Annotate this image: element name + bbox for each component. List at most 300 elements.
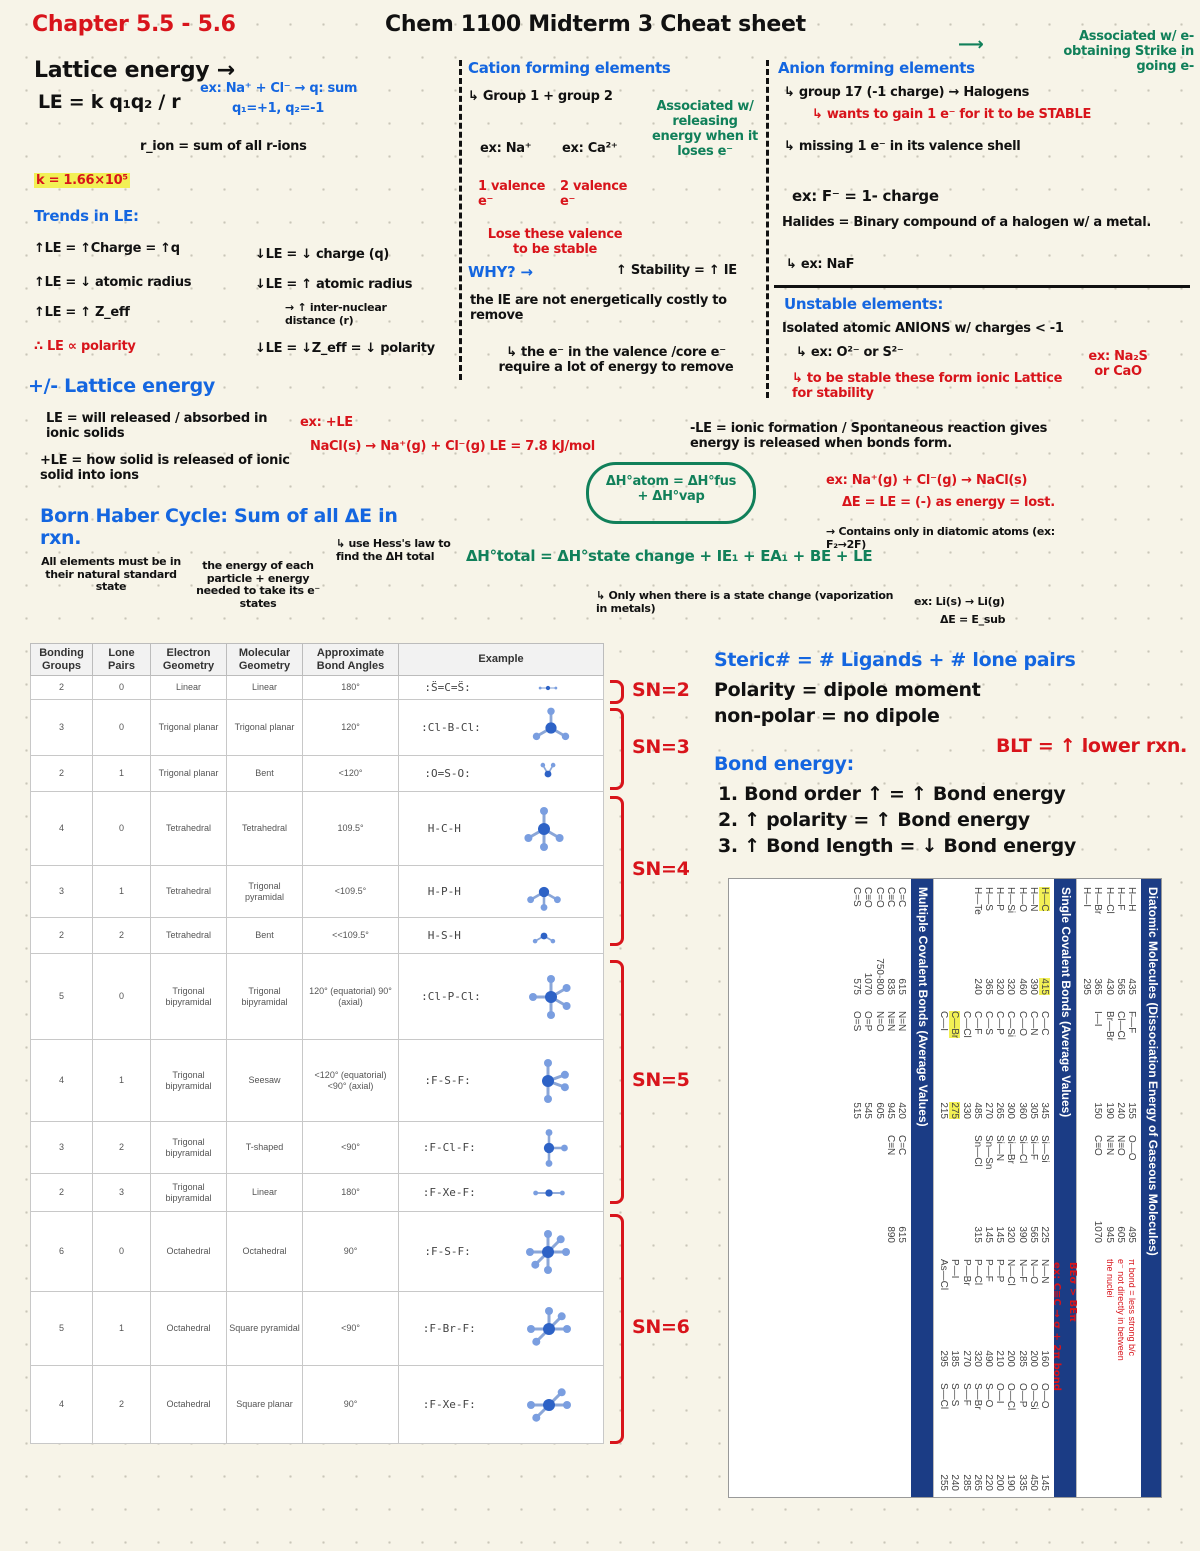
lewis-structure: :F-Xe-F: [422,1186,476,1200]
bond-label: S—Cl [938,1383,950,1410]
bond-value: 270 [960,1350,972,1367]
bond-row [960,1383,971,1491]
diatomic-block [1076,879,1141,1498]
bond-row [949,1383,960,1491]
bond-item-3: 3. ↑ Bond length = ↓ Bond energy [718,835,1077,857]
bond-value: 460 [1016,978,1028,995]
lewis-structure: :F-Cl-F: [422,1141,476,1155]
bond-label: S—Br [971,1383,983,1410]
bond-label: N=N [895,1011,907,1032]
cation-groups: ↳ Group 1 + group 2 [468,89,613,104]
unstable-line: Isolated atomic ANIONS w/ charges < -1 [782,321,1064,336]
bond-angles-cell: <109.5° [303,866,399,918]
cation-ex2: ex: Ca²⁺ [562,141,618,156]
neg-le-ex: ex: Na⁺(g) + Cl⁻(g) → NaCl(s) [826,473,1028,488]
bond-label: O—P [1016,1383,1028,1408]
bond-value: 945 [884,1102,896,1119]
bond-row [1039,1135,1050,1243]
bond-value: 605 [873,1102,885,1119]
bond-angles-cell: 120° (equatorial) 90° (axial) [303,954,399,1040]
bond-row [885,1011,896,1119]
bond-label: H—S [982,887,994,911]
pm-ex-eq: NaCl(s) → Na⁺(g) + Cl⁻(g) LE = 7.8 kJ/mol [310,439,595,454]
bond-row [1103,887,1114,995]
neg-le-note: ΔE = LE = (-) as energy = lost. [842,495,1055,510]
pm-ex-label: ex: +LE [300,415,353,430]
molecular-geometry-cell: Square planar [227,1366,303,1444]
example-cell [399,954,604,1040]
bond-row [994,1011,1005,1119]
example-cell [399,1366,604,1444]
table-row [31,676,604,700]
bonding-groups-cell: 2 [31,756,93,792]
bond-angles-cell: <120° [303,756,399,792]
divider-horizontal [774,285,1190,288]
bond-row [896,1011,907,1119]
molecular-geometry-cell: Trigonal bipyramidal [227,954,303,1040]
bond-row [938,1259,949,1367]
electron-geometry-cell: Trigonal bipyramidal [151,954,227,1040]
lewis-structure: H-S-H [427,929,461,943]
bond-value: 565 [1027,1226,1039,1243]
bond-value: 240 [1114,1102,1126,1119]
bond-label: Sn—Cl [971,1135,983,1167]
bond-label: H—O [1016,887,1028,912]
bond-row [873,887,884,995]
unstable-title: Unstable elements: [784,295,944,313]
sn-label: SN=2 [632,679,690,701]
bond-label: F—F [1126,1011,1137,1034]
lone-pairs-cell: 2 [93,1122,151,1174]
bh-state-note: ↳ Only when there is a state change (vaporization in metals) [596,589,894,615]
bond-value: 145 [994,1226,1006,1243]
lone-pairs-cell: 0 [93,1212,151,1292]
bond-column [938,879,1050,1003]
example-cell [399,1122,604,1174]
bond-label: Cl—Cl [1114,1011,1126,1040]
steric-line1: Steric# = # Ligands + # lone pairs [714,649,1076,671]
bond-label: N≡O [1114,1135,1126,1156]
table-row [31,1292,604,1366]
bond-row [1103,1011,1114,1119]
molecular-geometry-cell: Octahedral [227,1212,303,1292]
bond-value: 320 [994,978,1006,995]
electron-geometry-cell: Tetrahedral [151,792,227,866]
bond-label: H—F [1114,887,1126,911]
table-row [31,700,604,756]
bond-value: 160 [1038,1350,1050,1367]
bond-value: 330 [960,1102,972,1119]
bond-column [1081,1127,1137,1251]
unstable-ex: ↳ ex: O²⁻ or S²⁻ [796,345,904,360]
note-pi-ex: ex: C≡C [1051,1262,1062,1306]
sn-bracket [610,708,624,790]
bond-value: 365 [1092,978,1104,995]
top-right-note: Associated w/ e- obtaining Strike in going e- [1063,29,1194,74]
bond-label: H—Te [971,887,983,915]
bond-label: C=O [873,887,885,908]
bond-row [1028,887,1039,995]
bond-value: 200 [994,1474,1006,1491]
bond-column [938,1375,1050,1498]
bond-label: N≡N [1103,1135,1115,1156]
bond-column [1081,1003,1137,1127]
bond-value: 155 [1126,1102,1137,1119]
example-cell [399,1212,604,1292]
diatomic-title: Diatomic Molecules (Dissociation Energy of Gaseous Molecules) [1141,879,1162,1498]
pm-lattice-title: +/- Lattice energy [28,375,215,397]
bond-label: P—Br [960,1259,972,1286]
molecule-model-icon [518,758,578,790]
bond-value: 265 [971,1474,983,1491]
bond-value: 450 [1027,1474,1039,1491]
bond-row [862,887,873,995]
bond-column [1081,879,1137,1003]
single-title: Single Covalent Bonds (Average Values) [1054,879,1076,1498]
bond-label: S—O [982,1383,994,1408]
bond-row [1016,887,1027,995]
sn-label: SN=3 [632,736,690,758]
cation-green-note: Associated w/ releasing energy when it loses e⁻ [652,99,758,159]
table-row [31,1366,604,1444]
bond-column [851,1003,907,1127]
bond-row [983,1259,994,1367]
bond-value: 545 [862,1102,874,1119]
bond-row [1005,1259,1016,1367]
bond-row [1005,1011,1016,1119]
bond-value: 390 [1027,978,1039,995]
sn-bracket [610,960,624,1204]
bond-row [1005,1383,1016,1491]
example-cell [399,1040,604,1122]
halides-ex: ↳ ex: NaF [786,257,855,272]
bond-column [851,879,907,1003]
bond-row [896,887,907,995]
pi-note: π bond = less strong b/c e⁻ not directly in between the nuclei [1104,1259,1137,1361]
molecule-model-icon [518,1053,578,1109]
col-bond-angles: Approximate Bond Angles [303,644,399,676]
sn-label: SN=5 [632,1069,690,1091]
lone-pairs-cell: 2 [93,918,151,954]
lewis-structure: :F-Xe-F: [422,1398,476,1412]
bond-value: 420 [895,1102,907,1119]
multiple-title: Multiple Covalent Bonds (Average Values) [911,879,933,1498]
table-row [31,756,604,792]
bond-row [938,1383,949,1491]
bond-label: Si—F [1027,1135,1039,1160]
bonding-groups-cell: 4 [31,792,93,866]
bond-value: 490 [982,1350,994,1367]
why-note: ↑ Stability = ↑ IE [616,263,737,278]
lattice-title: Lattice energy → [34,58,235,83]
bond-angles-cell: 180° [303,1174,399,1212]
bond-item-2: 2. ↑ polarity = ↑ Bond energy [718,809,1030,831]
molecule-model-icon [518,678,578,698]
bond-label: H—I [1081,887,1093,907]
electron-geometry-cell: Tetrahedral [151,866,227,918]
bond-value: 1070 [1092,1220,1104,1243]
col-example: Example [399,644,604,676]
bond-row [972,1135,983,1243]
bond-label: C=C [895,1135,907,1156]
example-cell [399,700,604,756]
bond-label: S—F [960,1383,972,1406]
molecular-geometry-cell: Seesaw [227,1040,303,1122]
electron-geometry-cell: Trigonal planar [151,700,227,756]
lone-pairs-cell: 0 [93,792,151,866]
bond-label: O=S [851,1011,863,1032]
bond-value: 220 [982,1474,994,1491]
bond-value: 1070 [862,972,874,995]
bond-value: 225 [1038,1226,1050,1243]
example-cell [399,1292,604,1366]
bonding-groups-cell: 5 [31,954,93,1040]
example-cell [399,918,604,954]
bond-value: 345 [1038,1102,1050,1119]
multiple-block [847,879,911,1498]
bond-row [1115,1135,1126,1243]
lone-pairs-cell: 2 [93,1366,151,1444]
electron-geometry-cell: Trigonal bipyramidal [151,1122,227,1174]
steric-line2: Polarity = dipole moment [714,679,981,701]
bond-row [994,1135,1005,1243]
r-note: r_ion = sum of all r-ions [140,139,307,154]
bond-row [1016,1135,1027,1243]
bond-row [1028,1383,1039,1491]
bond-angles-cell: 109.5° [303,792,399,866]
bond-row [1126,1135,1137,1243]
bond-label: As—Cl [938,1259,950,1291]
lewis-structure: :F-S-F: [424,1245,471,1259]
molecular-geometry-cell: Trigonal planar [227,700,303,756]
bond-row [972,1011,983,1119]
bond-value: 255 [938,1474,950,1491]
bond-value: 320 [1005,1226,1017,1243]
bond-label: H—Br [1092,887,1104,915]
example-cell [399,866,604,918]
bond-label: N≡N [884,1011,896,1032]
chapter-title: Chapter 5.5 - 5.6 [32,12,236,37]
col-molecular-geometry: Molecular Geometry [227,644,303,676]
pm-line1: LE = will released / absorbed in ionic solids [46,411,268,441]
bond-item-1: 1. Bond order ↑ = ↑ Bond energy [718,783,1066,805]
bond-label: H—N [1027,887,1039,912]
bond-row [862,1011,873,1119]
neg-le: -LE = ionic formation / Spontaneous reaction gives energy is released when bonds form. [690,421,1048,451]
col-bonding-groups: Bonding Groups [31,644,93,676]
bonding-groups-cell: 4 [31,1366,93,1444]
bond-value: 435 [1126,978,1137,995]
bond-row [1039,1011,1050,1119]
single-block [933,879,1054,1498]
bonding-groups-cell: 2 [31,676,93,700]
bond-value: 320 [1005,978,1017,995]
unstable-red-note: ↳ to be stable these form ionic Lattice for stability [792,371,1063,401]
lone-pairs-cell: 0 [93,700,151,756]
pm-line2: +LE = how solid is released of ionic solid into ions [40,453,290,483]
bond-column [851,1127,907,1251]
bond-angles-cell: <90° [303,1122,399,1174]
bond-row [994,1383,1005,1491]
trend-left-1: ↑LE = ↑Charge = ↑q [34,241,180,256]
bonding-groups-cell: 2 [31,918,93,954]
cation-exp1: the IE are not energetically costly to remove [470,293,727,323]
bond-column [938,1003,1050,1127]
bond-label: N—N [1038,1259,1050,1284]
bond-value: 285 [960,1474,972,1491]
divider-right [766,60,769,398]
bond-row [1126,1011,1137,1119]
bond-value: 430 [1103,978,1115,995]
born-haber-title: Born Haber Cycle: Sum of all ΔE in rxn. [40,505,398,549]
bond-angles-cell: <90° [303,1292,399,1366]
bond-row [1092,1011,1103,1119]
sn-label: SN=4 [632,858,690,880]
anion-wants: ↳ wants to gain 1 e⁻ for it to be STABLE [812,107,1092,122]
bond-label: O=P [862,1011,874,1032]
bond-label: C≡O [862,887,874,908]
bond-label: N=O [873,1011,885,1032]
bond-value: 285 [1016,1350,1028,1367]
bonding-groups-cell: 3 [31,1122,93,1174]
example-cell [399,756,604,792]
molecule-model-icon [514,801,574,857]
molecular-geometry-cell: Bent [227,756,303,792]
sn-bracket [610,1214,624,1444]
bond-label: P—I [949,1259,961,1279]
note-bes: BEσ > BEπ [1067,1262,1078,1322]
bond-row [938,1011,949,1119]
bond-row [1039,1383,1050,1491]
bh-cloud: ΔH°atom = ΔH°fus + ΔH°vap [586,462,756,524]
bh-ex-be: ex: Li(s) → Li(g) [914,595,1005,608]
cation-ex1: ex: Na⁺ [480,141,532,156]
bond-label: O—Si [1027,1383,1039,1410]
bond-label: C=S [851,887,863,907]
bond-row [1016,1383,1027,1491]
bond-row [983,1011,994,1119]
bond-value: 495 [1126,1226,1137,1243]
bond-label: C≡C [884,887,896,908]
bh-annotation-3: ↳ use Hess's law to find the ΔH total [336,537,451,563]
bond-row [1081,887,1092,995]
molecular-geometry-cell: Trigonal pyramidal [227,866,303,918]
bond-label: I—I [1092,1011,1104,1027]
table-row [31,1212,604,1292]
molecular-geometry-cell: Tetrahedral [227,792,303,866]
cation-exp2: ↳ the e⁻ in the valence /core e⁻ require a lot of energy to remove [498,345,734,375]
bond-value: 210 [994,1350,1006,1367]
bond-value: 575 [851,978,863,995]
bond-label: O—Cl [1005,1383,1017,1411]
sn-bracket [610,796,624,946]
molecule-model-icon [514,920,574,952]
bond-row [873,1011,884,1119]
cation-title: Cation forming elements [468,59,671,77]
cation-lose-note: Lose these valence to be stable [487,227,623,257]
why-label: WHY? → [468,263,533,281]
bond-label: C=C [895,887,907,908]
lewis-structure: :O=S-O: [424,767,471,781]
bond-row [885,1135,896,1243]
cation-val2: 2 valence e⁻ [560,179,628,209]
bond-label: Br—Br [1103,1011,1115,1041]
molecular-geometry-cell: T-shaped [227,1122,303,1174]
bond-value: 200 [1005,1350,1017,1367]
molecule-model-icon [521,702,581,754]
bond-value: 750-800 [873,958,885,995]
bond-label: P—Cl [971,1259,983,1286]
lewis-structure: :S̈=C=S̈: [424,681,471,695]
bond-label: C—N [1027,1011,1039,1036]
bond-value: 485 [971,1102,983,1119]
bond-energy-title: Bond energy: [714,753,854,775]
bond-row [1039,1259,1050,1367]
bond-angles-cell: 180° [303,676,399,700]
bond-label: C—F [971,1011,983,1035]
bond-row [960,1259,971,1367]
example-cell [399,1174,604,1212]
bond-value: 150 [1092,1102,1104,1119]
example-cell [399,676,604,700]
bond-label: H—H [1126,887,1137,912]
bond-label: Si—Cl [1016,1135,1028,1164]
bh-annotation-2: the energy of each particle + energy needed to take its e⁻ states [196,559,320,610]
bond-row [1115,1011,1126,1119]
molecule-model-icon [519,1377,579,1433]
sn-bracket [610,680,624,704]
halides-def: Halides = Binary compound of a halogen w/ a metal. [782,215,1151,230]
bond-value: 605 [1114,1226,1126,1243]
table-row [31,792,604,866]
bond-value: 360 [1016,1102,1028,1119]
bonding-groups-cell: 3 [31,866,93,918]
lewis-structure: H-C-H [427,822,461,836]
electron-geometry-cell: Trigonal planar [151,756,227,792]
bond-label: Si—Br [1005,1135,1017,1164]
electron-geometry-cell: Tetrahedral [151,918,227,954]
bond-value: 145 [1038,1474,1050,1491]
bond-value: 615 [895,978,907,995]
bond-angles-cell: 90° [303,1366,399,1444]
bond-row [896,1135,907,1243]
bonding-groups-cell: 3 [31,700,93,756]
bond-row [1028,1011,1039,1119]
molecule-model-icon [519,1301,579,1357]
table-row [31,954,604,1040]
example-cell [399,792,604,866]
lone-pairs-cell: 0 [93,676,151,700]
bond-label: C—C [1038,1011,1050,1036]
lone-pairs-cell: 1 [93,756,151,792]
q-values: q₁=+1, q₂=-1 [232,101,325,116]
lewis-structure: :F-S-F: [424,1074,471,1088]
bond-value: 320 [971,1350,983,1367]
bond-value: 275 [949,1102,961,1119]
bond-row [1016,1011,1027,1119]
bond-value: 565 [1114,978,1126,995]
bond-row [1115,887,1126,995]
molecule-model-icon [518,1224,578,1280]
electron-geometry-cell: Linear [151,676,227,700]
lone-pairs-cell: 1 [93,1040,151,1122]
bond-value: 390 [1016,1226,1028,1243]
bond-label: C—Cl [960,1011,972,1038]
bond-label: H—C [1038,887,1050,912]
molecule-model-icon [519,1176,579,1210]
bond-label: H—Cl [1103,887,1115,914]
bond-row [851,1011,862,1119]
